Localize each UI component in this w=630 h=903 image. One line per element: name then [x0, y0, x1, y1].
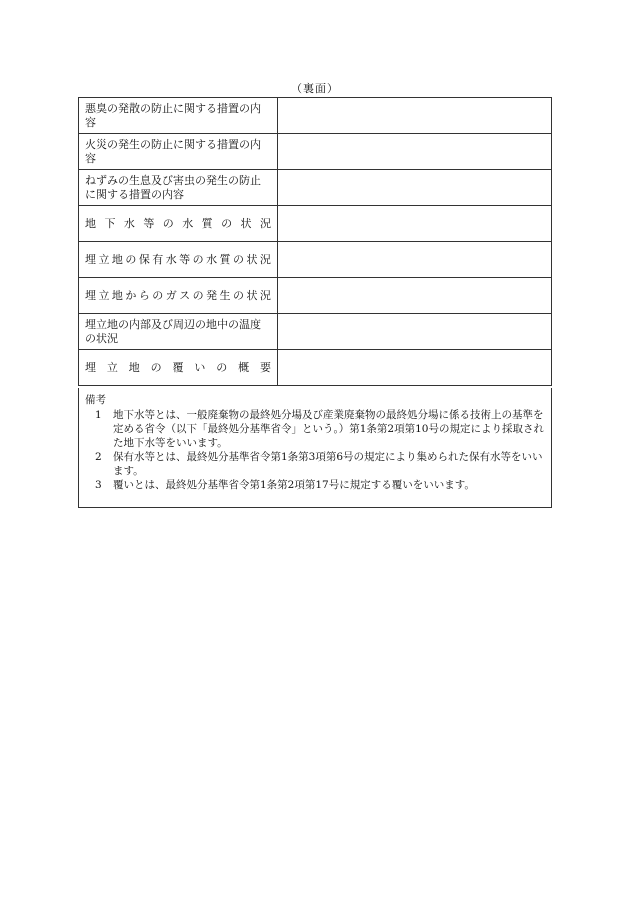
row-label-text: 埋 立 地 か ら の ガ ス の 発 生 の 状 況 [85, 288, 271, 302]
table-row [79, 278, 552, 314]
row-label [79, 206, 278, 242]
row-value-field[interactable] [278, 134, 552, 170]
table-row [79, 170, 552, 206]
row-label: 火災の発生の防止に関する措置の内容 [79, 134, 278, 170]
note-number: 1 [95, 409, 102, 421]
note-number: 3 [95, 479, 102, 491]
row-label: 悪臭の発散の防止に関する措置の内容 [79, 98, 278, 134]
table-row [79, 242, 552, 278]
row-label [79, 242, 278, 278]
row-label [79, 350, 278, 386]
row-value-field[interactable] [278, 314, 552, 350]
row-label-text: 埋 立 地 の 覆 い の 概 要 [85, 360, 271, 374]
row-value-field[interactable] [278, 242, 552, 278]
report-table [78, 97, 552, 386]
note-text: 覆いとは、最終処分基準省令第1条第2項第17号に規定する覆いをいいます。 [113, 479, 475, 491]
row-label-text: 地 下 水 等 の 水 質 の 状 況 [85, 216, 271, 230]
row-label-text: 埋 立 地 の 保 有 水 等 の 水 質 の 状 況 [85, 252, 271, 266]
row-value-field[interactable] [278, 350, 552, 386]
note-number: 2 [95, 451, 102, 463]
table-row [79, 206, 552, 242]
row-value-field[interactable] [278, 278, 552, 314]
note-item [95, 408, 545, 450]
table-row [79, 134, 552, 170]
row-value-field[interactable] [278, 170, 552, 206]
notes-title: 備考 [85, 394, 106, 406]
notes-section [78, 388, 552, 508]
table-row [79, 314, 552, 350]
note-item [95, 450, 545, 478]
row-value-field[interactable] [278, 98, 552, 134]
note-item [95, 478, 545, 492]
row-value-field[interactable] [278, 206, 552, 242]
row-label: ねずみの生息及び害虫の発生の防止に関する措置の内容 [79, 170, 278, 206]
row-label [79, 278, 278, 314]
row-label: 埋立地の内部及び周辺の地中の温度の状況 [79, 314, 278, 350]
note-text: 保有水等とは、最終処分基準省令第1条第3項第6号の規定により集められた保有水等をいいます。 [113, 451, 543, 477]
note-text: 地下水等とは、一般廃棄物の最終処分場及び産業廃棄物の最終処分場に係る技術上の基準を定める省令（以下「最終処分基準省令」という。）第1条第2項第10号の規定により採取された地下水等をいいます。 [113, 409, 544, 449]
table-row [79, 98, 552, 134]
table-row [79, 350, 552, 386]
page-heading: （裏面） [291, 82, 339, 95]
